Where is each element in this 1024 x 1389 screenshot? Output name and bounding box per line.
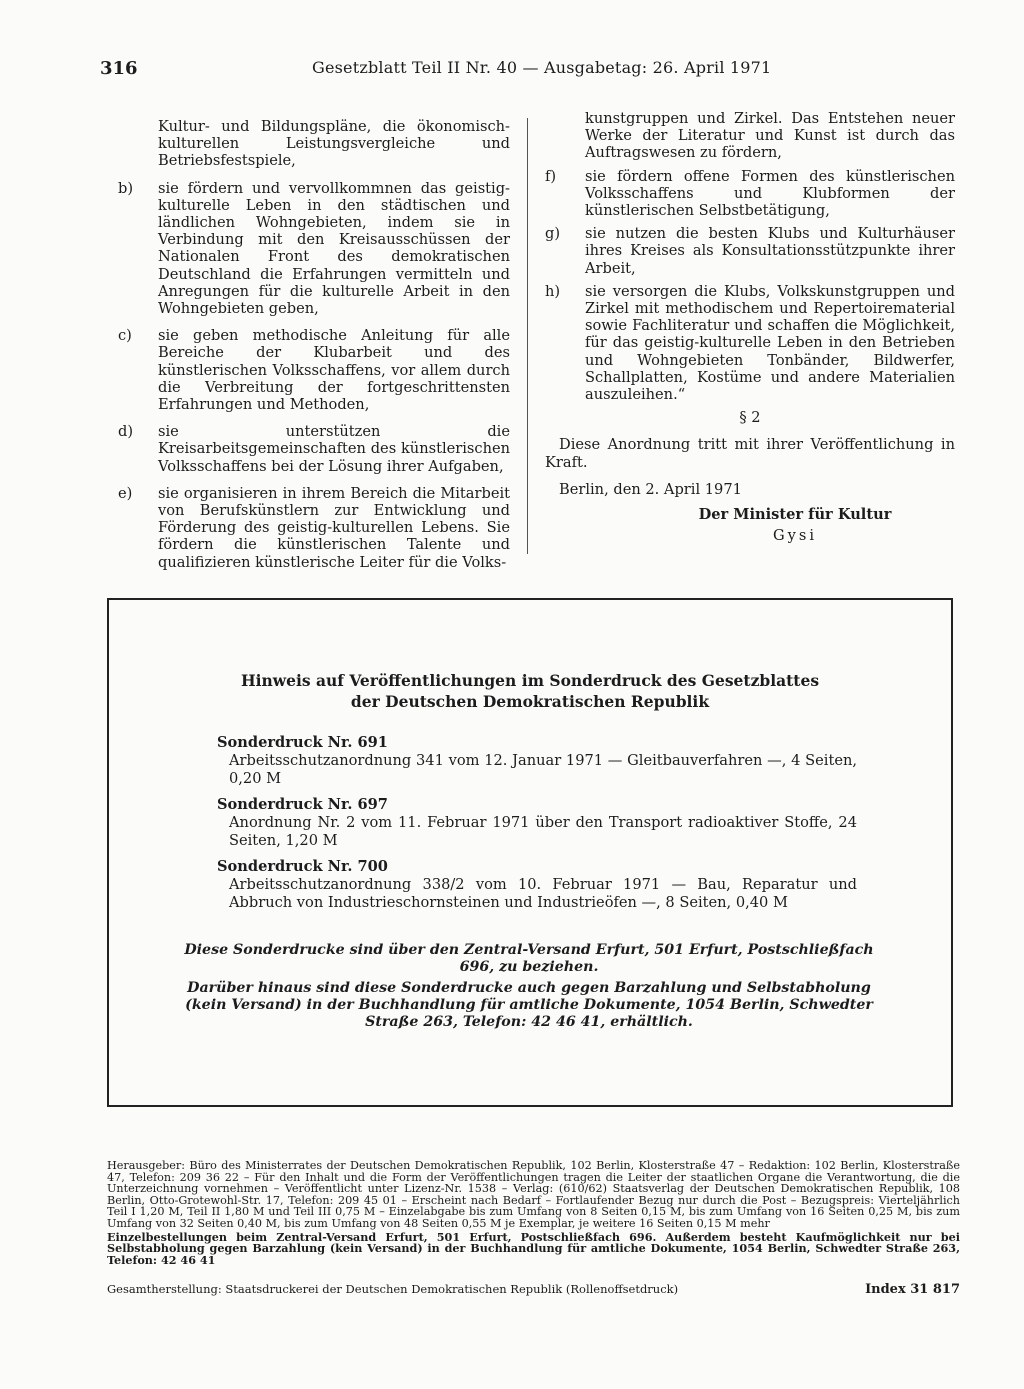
notice-title-line: Hinweis auf Veröffentlichungen im Sonderdruck des Gesetzblattes [240,671,820,690]
list-item-c [118,327,510,413]
special-print-description: Arbeitsschutzanordnung 341 vom 12. Januar 1971 — Gleitbauverfahren —, 4 Seiten, 0,20 M [229,752,857,787]
continuation-text: kunstgruppen und Zirkel. Das Entstehen neuer Werke der Literatur und Kunst ist durch das Auftragswesen zu fördern, [585,110,955,162]
special-print-heading: Sonderdruck Nr. 700 [217,858,388,875]
list-label: f) [545,167,557,185]
left-column [118,118,510,571]
running-title: Gesetzblatt Teil II Nr. 40 — Ausgabetag: 26. April 1971 [312,58,772,77]
continuation-text: Kultur- und Bildungspläne, die ökonomisch-kulturellen Leistungsvergleiche und Betriebsfestspiele, [158,118,510,170]
index-number: Index 31 817 [865,1282,960,1297]
list-item-d [118,423,510,475]
list-item-h [545,283,955,403]
list-item [217,734,857,788]
availability-text: Darüber hinaus sind diese Sonderdrucke auch gegen Barzahlung und Selbstabholung (kein Versand) in der Buchhandlung für amtliche Dokumente, 1054 Berlin, Schwedter Straße 263, Telefon: 42 46 41, erhältlich. [185,980,873,1030]
section-heading: § 2 [739,409,761,427]
page-header [100,58,960,82]
availability-text: Diese Sonderdrucke sind über den Zentral-Versand Erfurt, 501 Erfurt, Postschließfach 696, zu beziehen. [184,942,874,975]
column-divider [527,118,528,554]
notice-title-line: der Deutschen Demokratischen Republik [350,692,710,711]
footer [107,1282,960,1298]
list-item-e [118,485,510,571]
special-print-description: Anordnung Nr. 2 vom 11. Februar 1971 über den Transport radioaktiver Stoffe, 24 Seiten, 1,20 M [229,814,857,849]
right-column [545,110,955,544]
special-print-description: Arbeitsschutzanordnung 338/2 vom 10. Februar 1971 — Bau, Reparatur und Abbruch von Industrieschornsteinen und Industrieöfen —, 8 Seiten, 0,40 M [229,876,857,911]
list-label: e) [118,484,133,502]
list-text: sie nutzen die besten Klubs und Kulturhäuser ihres Kreises als Konsultationsstützpunkte ihrer Arbeit, [585,225,955,277]
section-paragraph: Diese Anordnung tritt mit ihrer Veröffentlichung in Kraft. [545,436,955,471]
publication-notice-box [107,598,953,1107]
list-text: sie fördern und vervollkommnen das geistig-kulturelle Leben in den städtischen und ländlichen Wohngebieten, indem sie in Verbindung mit den Kreisausschüssen der Nationalen Front des demokratischen Deutschland die Erfahrungen vermitteln und Anregungen für die kulturelle Arbeit in den Wohngebieten geben, [158,179,510,318]
list-label: b) [118,179,134,197]
list-item-b [118,180,510,318]
page-number: 316 [100,58,138,79]
list-label: g) [545,225,561,243]
list-item-g [545,225,955,277]
imprint [107,1160,960,1266]
place-date: Berlin, den 2. April 1971 [559,480,742,498]
order-info: Einzelbestellungen beim Zentral-Versand Erfurt, 501 Erfurt, Postschließfach 696. Außerdem besteht Kaufmöglichkeit nur bei Selbstabholung gegen Barzahlung (kein Versand) in der Buchhandlung für amtliche Dokumente, 1054 Berlin, Schwedter Straße 263, Telefon: 42 46 41 [107,1229,960,1267]
list-text: sie organisieren in ihrem Bereich die Mitarbeit von Berufskünstlern zur Entwicklung und Förderung des geistig-kulturellen Lebens. Sie fördern die künstlerischen Talente und qualifizieren künstlerische Leiter für die Volks- [158,484,510,571]
special-print-list [217,734,857,920]
printer-info: Gesamtherstellung: Staatsdruckerei der Deutschen Demokratischen Republik (Rollenoffsetdruck) [107,1282,679,1296]
signatory-name: Gysi [772,527,818,545]
list-text: sie unterstützen die Kreisarbeitsgemeinschaften des künstlerischen Volksschaffens bei der Lösung ihrer Aufgaben, [158,423,510,475]
list-label: d) [118,423,134,441]
special-print-heading: Sonderdruck Nr. 691 [217,734,388,751]
list-item [217,796,857,850]
notice-title [109,670,951,712]
publisher-info: Herausgeber: Büro des Ministerrates der Deutschen Demokratischen Republik, 102 Berlin, Klosterstraße 47 – Redaktion: 102 Berlin, Klosterstraße 47, Telefon: 209 36 22 – Für den Inhalt und die Form der Veröffentlichungen tragen die Leiter der staatlichen Organe die Verantwortung, die die Unterzeichnung vornehmen – Veröffentlicht unter Lizenz-Nr. 1538 – Verlag: (610/62) Staatsverlag der Deutschen Demokratischen Republik, 108 Berlin, Otto-Grotewohl-Str. 17, Telefon: 209 45 01 – Erscheint nach Bedarf – Fortlaufender Bezug nur durch die Post – Bezugspreis: Vierteljährlich Teil I 1,20 M, Teil II 1,80 M und Teil III 0,75 M – Einzelabgabe bis zum Umfang von 8 Seiten 0,15 M, bis zum Umfang von 16 Seiten 0,25 M, bis zum Umfang von 32 Seiten 0,40 M, bis zum Umfang von 48 Seiten 0,55 M je Exemplar, je weitere 16 Seiten 0,15 M mehr [107,1159,960,1230]
special-print-heading: Sonderdruck Nr. 697 [217,796,388,813]
list-text: sie fördern offene Formen des künstlerischen Volksschaffens und Klubformen der künstlerischen Selbstbetätigung, [585,167,955,220]
availability-notice [169,942,889,1035]
signatory-title: Der Minister für Kultur [698,506,892,524]
list-item [217,858,857,912]
list-item-f [545,168,955,220]
list-text: sie geben methodische Anleitung für alle Bereiche der Klubarbeit und des künstlerischen Volksschaffens, vor allem durch die Verbreitung der fortgeschrittensten Erfahrungen und Methoden, [158,327,510,414]
list-text: sie versorgen die Klubs, Volkskunstgruppen und Zirkel mit methodischem und Repertoirematerial sowie Fachliteratur und schaffen die Möglichkeit, für das geistig-kulturelle Leben in den Betrieben und Wohngebieten Tonbänder, Bildwerfer, Schallplatten, Kostüme und andere Materialien auszuleihen.“ [585,282,955,404]
list-label: h) [545,282,561,300]
list-label: c) [118,327,132,345]
